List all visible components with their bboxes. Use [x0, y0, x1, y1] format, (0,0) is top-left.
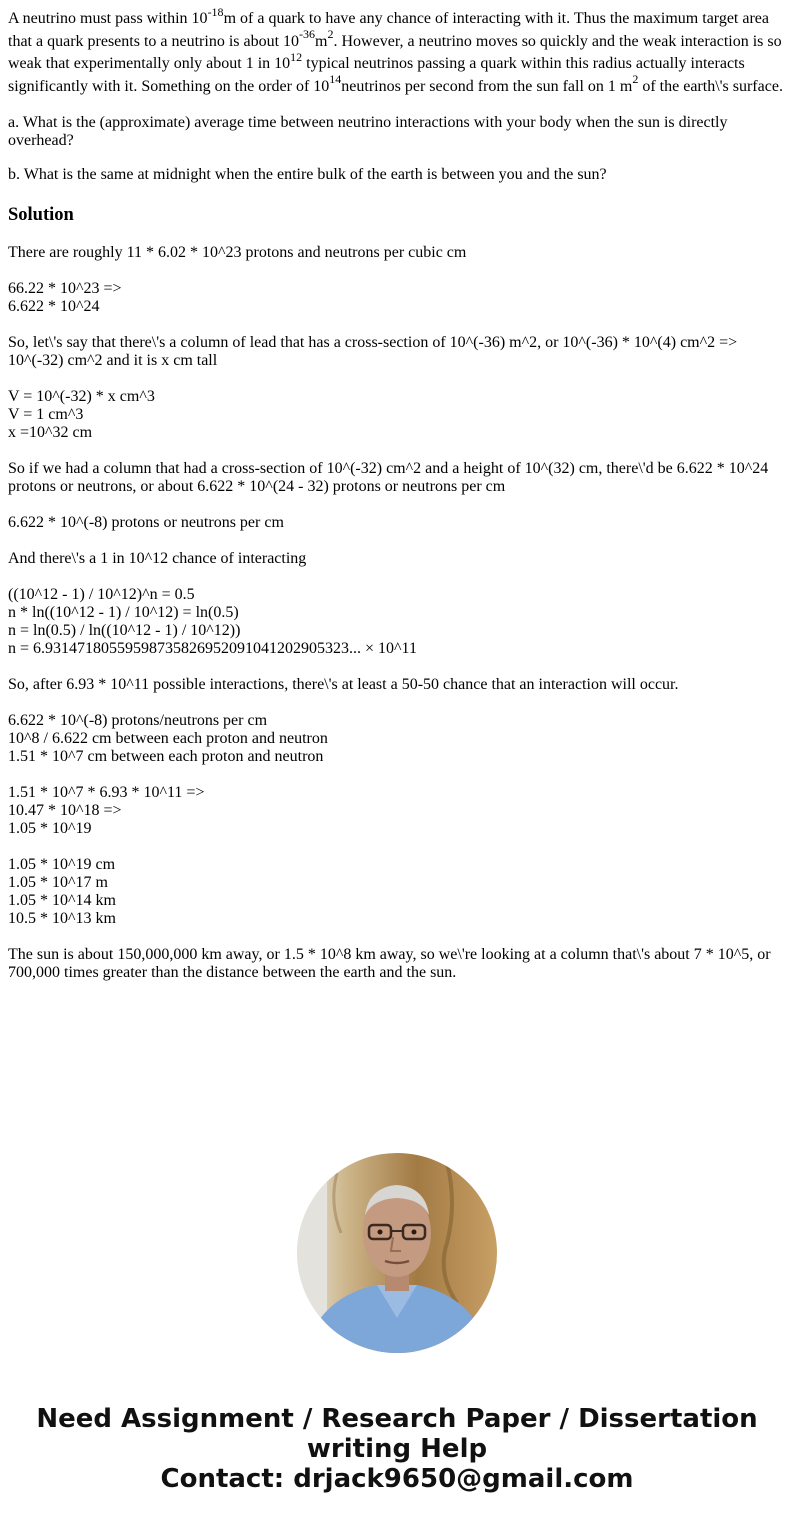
solution-line: 1.51 * 10^7 * 6.93 * 10^11 => [8, 784, 205, 802]
superscript: 12 [290, 49, 303, 64]
solution-line: And there\'s a 1 in 10^12 chance of interacting [8, 550, 307, 568]
solution-body [8, 244, 788, 982]
solution-line: So if we had a column that had a cross-section of 10^(-32) cm^2 and a height of 10^(32) cm, there\'d be 6.622 * 10^24 protons or neutrons, or about 6.622 * 10^(24 - 32) protons or neutrons per cm [8, 460, 769, 496]
solution-block [8, 712, 788, 766]
promo-contact: Contact: drjack9650@gmail.com [160, 1464, 634, 1494]
solution-block [8, 388, 788, 442]
question-part-a: a. What is the (approximate) average time between neutrino interactions with your body when the sun is directly overhead? [8, 114, 728, 150]
solution-line: 66.22 * 10^23 => [8, 280, 122, 298]
intro-text: m [315, 32, 328, 50]
superscript: 14 [329, 72, 342, 87]
solution-block [8, 946, 788, 982]
solution-line: V = 1 cm^3 [8, 406, 84, 424]
intro-text: neutrinos per second from the sun fall on 1 m [341, 77, 633, 95]
solution-block [8, 514, 788, 532]
intro-text: typical neutrinos passing a quark within this radius actually interacts significantly with it. Something on the order of 10 [8, 55, 745, 95]
solution-line: 6.622 * 10^24 [8, 298, 100, 316]
superscript: 2 [327, 27, 334, 42]
solution-line: n = 6.9314718055959873582695209104120​2905323... × 10^11 [8, 640, 417, 658]
solution-line: 1.05 * 10^19 [8, 820, 92, 838]
solution-block [8, 784, 788, 838]
solution-block [8, 550, 788, 568]
solution-block [8, 280, 788, 316]
solution-line: n = ln(0.5) / ln((10^12 - 1) / 10^12)) [8, 622, 241, 640]
solution-line: 10.5 * 10^13 km [8, 910, 116, 928]
intro-text: m of a quark to have any chance of interacting with it. Thus the maximum target area that a quark presents to a neutrino is about 10 [8, 10, 770, 50]
document [8, 4, 788, 1000]
solution-line: V = 10^(-32) * x cm^3 [8, 388, 155, 406]
question-intro [8, 4, 788, 98]
solution-line: There are roughly 11 * 6.02 * 10^23 protons and neutrons per cubic cm [8, 244, 467, 262]
intro-text: . However, a neutrino moves so quickly and the weak interaction is so weak that experimentally only about 1 in 10 [8, 32, 782, 73]
promo-banner [0, 1404, 794, 1494]
solution-line: So, after 6.93 * 10^11 possible interactions, there\'s at least a 50-50 chance that an interaction will occur. [8, 676, 679, 694]
solution-line: 10^8 / 6.622 cm between each proton and neutron [8, 730, 328, 748]
promo-line-2: writing Help [306, 1434, 488, 1464]
solution-line: 6.622 * 10^(-8) protons or neutrons per cm [8, 514, 284, 532]
solution-line: 6.622 * 10^(-8) protons/neutrons per cm [8, 712, 268, 730]
solution-heading: Solution [8, 205, 74, 226]
solution-line: 1.51 * 10^7 cm between each proton and neutron [8, 748, 324, 766]
solution-block [8, 586, 788, 658]
solution-block [8, 676, 788, 694]
superscript: -36 [299, 27, 316, 42]
solution-line: n * ln((10^12 - 1) / 10^12) = ln(0.5) [8, 604, 239, 622]
question-part-b: b. What is the same at midnight when the entire bulk of the earth is between you and the sun? [8, 166, 607, 184]
superscript: 2 [632, 72, 639, 87]
superscript: -18 [207, 4, 224, 19]
solution-line: 1.05 * 10^19 cm [8, 856, 116, 874]
solution-block [8, 460, 788, 496]
intro-text: of the earth\'s surface. [638, 77, 783, 95]
solution-line: x =10^32 cm [8, 424, 93, 442]
solution-line: 10.47 * 10^18 => [8, 802, 122, 820]
solution-line: 1.05 * 10^17 m [8, 874, 108, 892]
intro-text: A neutrino must pass within 10 [8, 10, 208, 27]
solution-block [8, 334, 788, 370]
solution-block [8, 244, 788, 262]
author-avatar [297, 1153, 497, 1353]
solution-line: ((10^12 - 1) / 10^12)^n = 0.5 [8, 586, 195, 604]
solution-line: 1.05 * 10^14 km [8, 892, 116, 910]
solution-line: So, let\'s say that there\'s a column of lead that has a cross-section of 10^(-36) m^2, or 10^(-36) * 10^(4) cm^2 => 10^(-32) cm^2 and it is x cm tall [8, 334, 738, 370]
solution-line: The sun is about 150,000,000 km away, or 1.5 * 10^8 km away, so we\'re looking at a column that\'s about 7 * 10^5, or 700,000 times greater than the distance between the earth and the sun. [8, 946, 771, 982]
promo-line-1: Need Assignment / Research Paper / Dissertation [36, 1404, 758, 1434]
solution-block [8, 856, 788, 928]
